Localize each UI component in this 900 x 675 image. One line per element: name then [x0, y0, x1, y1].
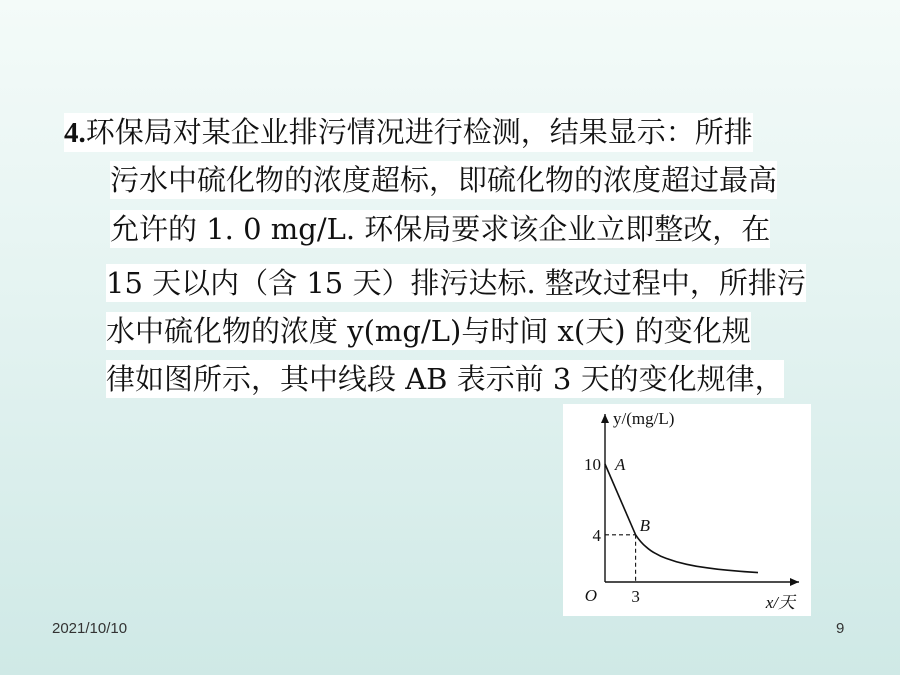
origin-label: O	[584, 586, 597, 605]
y-tick-label-4: 4	[592, 525, 601, 545]
point-label-b: B	[639, 515, 650, 535]
x-tick-label-3: 3	[631, 587, 640, 606]
footer-date: 2021/10/10	[52, 620, 128, 637]
problem-line-4: 15 天以内（含 15 天）排污达标. 整改过程中，所排污	[106, 266, 806, 300]
x-axis-arrow	[790, 578, 799, 586]
concentration-chart	[563, 404, 811, 616]
point-label-a: A	[615, 455, 626, 474]
y-axis-arrow	[601, 414, 609, 423]
y-tick-label-10: 10	[584, 455, 601, 474]
x-axis-label: x/天	[765, 593, 795, 612]
chart-svg	[563, 404, 811, 616]
problem-line-3: 允许的 1. 0 mg/L. 环保局要求该企业立即整改，在	[110, 212, 771, 246]
problem-line-1	[64, 113, 753, 152]
y-axis-label: y/(mg/L)	[613, 409, 675, 428]
problem-line-5: 水中硫化物的浓度 y(mg/L)与时间 x(天) 的变化规	[106, 314, 751, 348]
problem-line-6: 律如图所示，其中线段 AB 表示前 3 天的变化规律，	[106, 362, 784, 396]
curve-after-b	[636, 535, 758, 573]
problem-number: 4.	[64, 117, 86, 149]
problem-line-2: 污水中硫化物的浓度超标，即硫化物的浓度超过最高	[110, 163, 778, 197]
segment-ab	[605, 464, 636, 535]
page-number: 9	[836, 620, 845, 637]
problem-line-1-text: 环保局对某企业排污情况进行检测，结果显示：所排	[85, 115, 753, 149]
